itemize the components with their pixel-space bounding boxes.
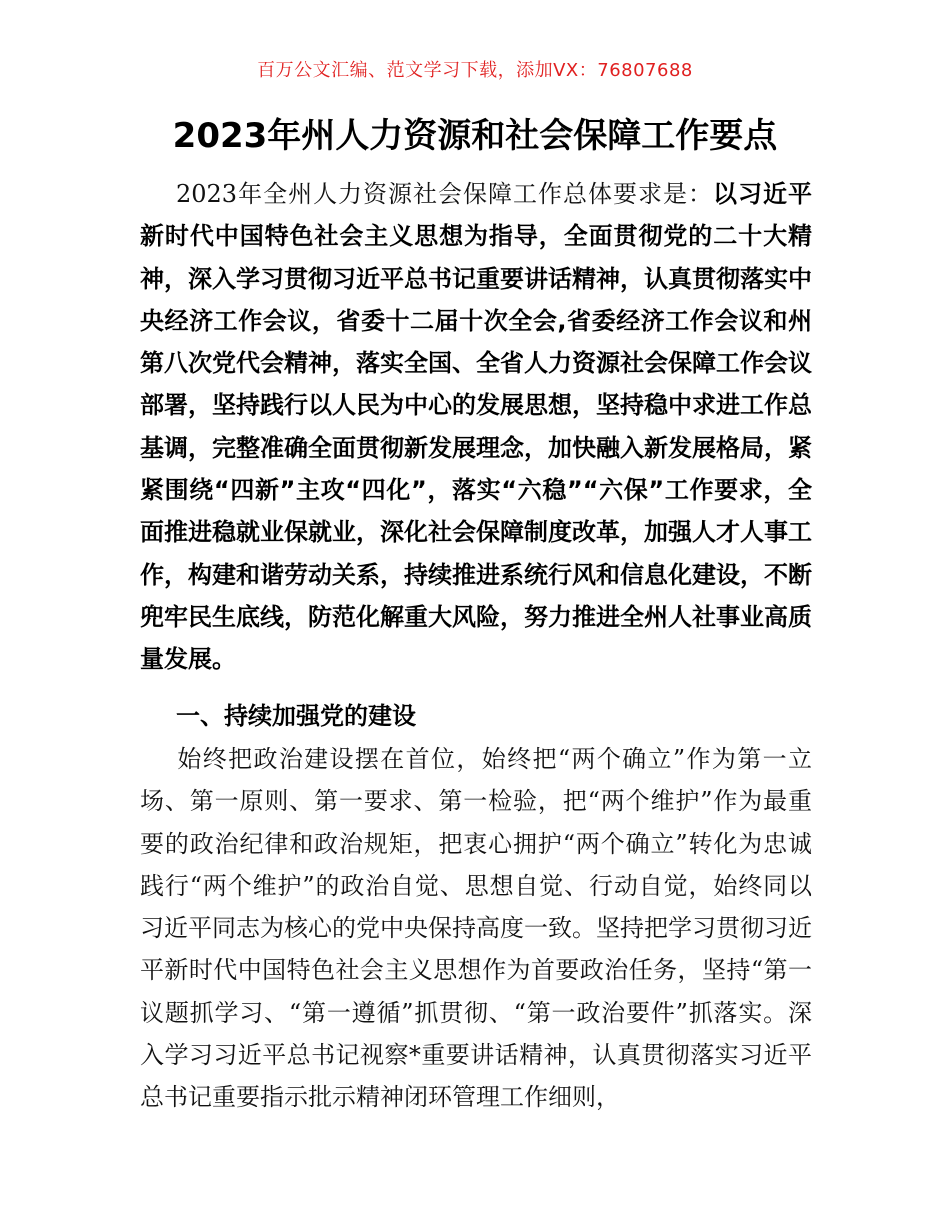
intro-paragraph [140, 173, 812, 681]
page-title: 2023年州人力资源和社会保障工作要点 [172, 116, 778, 156]
intro-bold-text: 以习近平新时代中国特色社会主义思想为指导，全面贯彻党的二十大精神，深入学习贯彻习近平总书记重要讲话精神，认真贯彻落实中央经济工作会议，省委十二届十次全会,省委经济工作会议和州第八次党代会精神，落实全国、全省人力资源社会保障工作会议部署，坚持践行以人民为中心的发展思想，坚持稳中求进工作总基调，完整准确全面贯彻新发展理念，加快融入新发展格局，紧紧围绕“四新”主攻“四化”，落实“六稳”“六保”工作要求，全面推进稳就业保就业，深化社会保障制度改革，加强人才人事工作，构建和谐劳动关系，持续推进系统行风和信息化建设，不断兜牢民生底线，防范化解重大风险，努力推进全州人社事业高质量发展。 [140, 180, 813, 674]
header-note: 百万公文汇编、范文学习下载，添加VX：76807688 [257, 60, 693, 81]
intro-lead: 2023年全州人力资源社会保障工作总体要求是： [176, 180, 714, 208]
section-heading: 一、持续加强党的建设 [176, 702, 416, 730]
section-paragraph [140, 738, 812, 1119]
section-paragraph-text: 始终把政治建设摆在首位，始终把“两个确立”作为第一立场、第一原则、第一要求、第一检验，把“两个维护”作为最重要的政治纪律和政治规矩，把衷心拥护“两个确立”转化为忠诚践行“两个维护”的政治自觉、思想自觉、行动自觉，始终同以习近平同志为核心的党中央保持高度一致。坚持把学习贯彻习近平新时代中国特色社会主义思想作为首要政治任务，坚持“第一议题抓学习、“第一遵循”抓贯彻、“第一政治要件”抓落实。深入学习习近平总书记视察*重要讲话精神，认真贯彻落实习近平总书记重要指示批示精神闭环管理工作细则， [140, 745, 812, 1112]
